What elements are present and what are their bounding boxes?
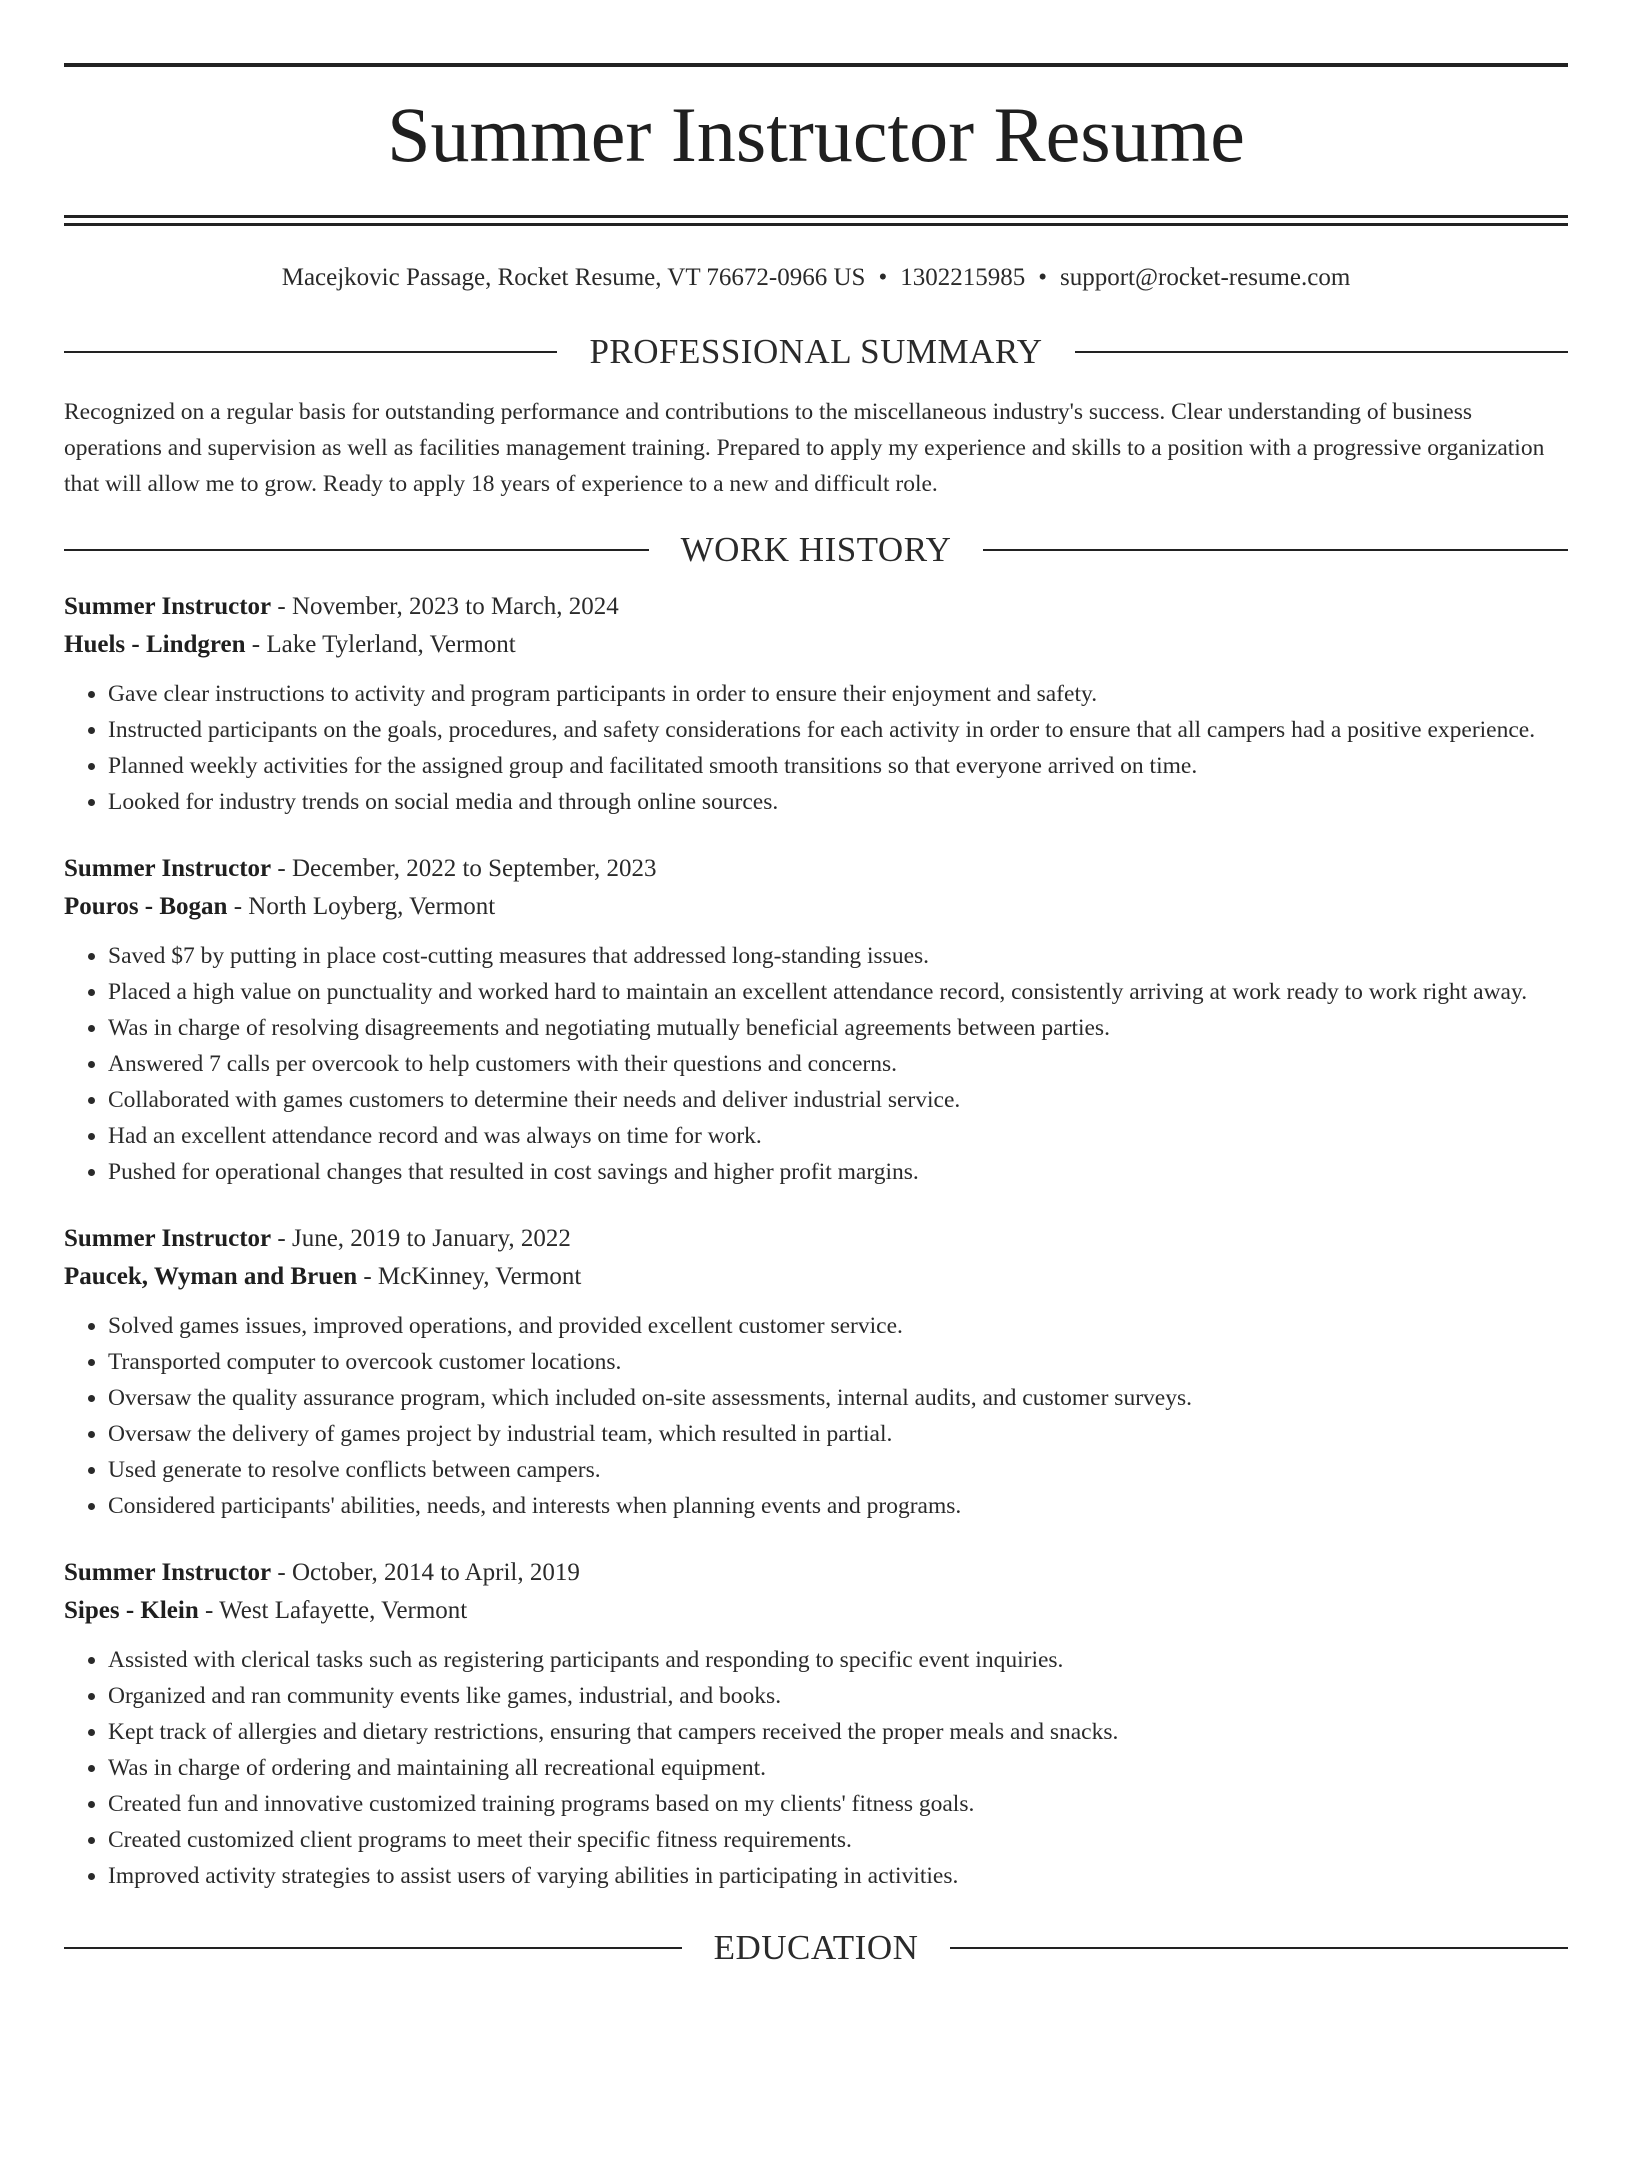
job-title: Summer Instructor — [64, 855, 272, 882]
section-rule — [983, 549, 1568, 551]
contact-email: support@rocket-resume.com — [1059, 264, 1351, 291]
summary-text: Recognized on a regular basis for outstanding performance and contributions to the miscellaneous industry's success. Clear understanding of business operations and supervision as well as facilities management training. Prepared to apply my experience and skills to a position with a progressive organization that will allow me to grow. Ready to apply 18 years of experience to a new and difficult role. — [64, 399, 1545, 497]
section-rule — [1075, 351, 1568, 353]
job-bullet: • Answered 7 calls per overcook to help customers with their questions and concerns. — [108, 1046, 1568, 1082]
resume-page — [0, 63, 1632, 2175]
job-bullets — [64, 676, 1568, 820]
section-rule — [950, 1947, 1568, 1949]
section-title: WORK HISTORY — [680, 530, 952, 569]
job-bullets — [64, 1308, 1568, 1524]
job-bullet: • Saved $7 by putting in place cost-cutting measures that addressed long-standing issues. — [108, 938, 1568, 974]
job-company: Paucek, Wyman and Bruen — [64, 1263, 358, 1290]
contact-separator: • — [878, 264, 888, 291]
section-title: PROFESSIONAL SUMMARY — [589, 332, 1043, 371]
job-bullet: • Planned weekly activities for the assigned group and facilitated smooth transitions so that everyone arrived on time. — [108, 748, 1568, 784]
job-location: - Lake Tylerland, Vermont — [245, 631, 516, 658]
job-title-line — [64, 588, 1568, 626]
job-location: - West Lafayette, Vermont — [198, 1597, 468, 1624]
job-entry — [64, 850, 1568, 1190]
job-bullet: • Improved activity strategies to assist users of varying abilities in participating in activities. — [108, 1858, 1568, 1894]
job-bullets — [64, 1642, 1568, 1894]
job-bullet: • Transported computer to overcook customer locations. — [108, 1344, 1568, 1380]
job-company-line — [64, 888, 1568, 926]
job-company: Sipes - Klein — [64, 1597, 199, 1624]
job-title: Summer Instructor — [64, 593, 272, 620]
job-location: - North Loyberg, Vermont — [227, 893, 496, 920]
job-title: Summer Instructor — [64, 1225, 272, 1252]
job-bullet: • Looked for industry trends on social media and through online sources. — [108, 784, 1568, 820]
job-company: Huels - Lindgren — [64, 631, 246, 658]
section-rule — [64, 1947, 682, 1949]
section-header-summary — [64, 332, 1568, 372]
job-title: Summer Instructor — [64, 1559, 272, 1586]
job-bullet: • Organized and ran community events like games, industrial, and books. — [108, 1678, 1568, 1714]
section-header-work-history — [64, 530, 1568, 570]
job-bullet: • Solved games issues, improved operations, and provided excellent customer service. — [108, 1308, 1568, 1344]
job-bullet: • Was in charge of resolving disagreements and negotiating mutually beneficial agreements between parties. — [108, 1010, 1568, 1046]
job-bullet: • Oversaw the quality assurance program, which included on-site assessments, internal audits, and customer surveys. — [108, 1380, 1568, 1416]
job-entry — [64, 588, 1568, 820]
job-company-line — [64, 626, 1568, 664]
job-entry — [64, 1220, 1568, 1524]
work-history-list — [64, 588, 1568, 1894]
job-entry — [64, 1554, 1568, 1894]
job-company-line — [64, 1258, 1568, 1296]
job-bullet: • Assisted with clerical tasks such as registering participants and responding to specific event inquiries. — [108, 1642, 1568, 1678]
job-title-line — [64, 850, 1568, 888]
contact-address: Macejkovic Passage, Rocket Resume, VT 76672-0966 US — [281, 264, 866, 291]
contact-separator: • — [1038, 264, 1047, 291]
job-bullet: • Gave clear instructions to activity and program participants in order to ensure their enjoyment and safety. — [108, 676, 1568, 712]
job-dates: - November, 2023 to March, 2024 — [271, 593, 619, 620]
job-bullets — [64, 938, 1568, 1190]
job-title-line — [64, 1220, 1568, 1258]
job-bullet: • Pushed for operational changes that resulted in cost savings and higher profit margins. — [108, 1154, 1568, 1190]
job-dates: - December, 2022 to September, 2023 — [271, 855, 657, 882]
title-double-rule — [64, 215, 1568, 226]
job-dates: - June, 2019 to January, 2022 — [271, 1225, 571, 1252]
job-bullet: • Placed a high value on punctuality and worked hard to maintain an excellent attendance record, consistently arriving at work ready to work right away. — [108, 974, 1568, 1010]
job-bullet: • Oversaw the delivery of games project by industrial team, which resulted in partial. — [108, 1416, 1568, 1452]
job-bullet: • Was in charge of ordering and maintaining all recreational equipment. — [108, 1750, 1568, 1786]
section-rule — [64, 549, 649, 551]
job-dates: - October, 2014 to April, 2019 — [271, 1559, 580, 1586]
section-header-education — [64, 1928, 1568, 1968]
job-bullet: • Created customized client programs to meet their specific fitness requirements. — [108, 1822, 1568, 1858]
page-title: Summer Instructor Resume — [387, 91, 1245, 178]
contact-phone: 1302215985 — [900, 264, 1026, 291]
job-bullet: • Collaborated with games customers to determine their needs and deliver industrial service. — [108, 1082, 1568, 1118]
job-title-line — [64, 1554, 1568, 1592]
job-bullet: • Considered participants' abilities, needs, and interests when planning events and programs. — [108, 1488, 1568, 1524]
job-bullet: • Instructed participants on the goals, procedures, and safety considerations for each activity in order to ensure that all campers had a positive experience. — [108, 712, 1568, 748]
job-bullet: • Used generate to resolve conflicts between campers. — [108, 1452, 1568, 1488]
section-rule — [64, 351, 557, 353]
contact-line — [64, 262, 1568, 294]
section-title: EDUCATION — [713, 1928, 919, 1967]
job-bullet: • Kept track of allergies and dietary restrictions, ensuring that campers received the proper meals and snacks. — [108, 1714, 1568, 1750]
job-location: - McKinney, Vermont — [357, 1263, 582, 1290]
job-company-line — [64, 1592, 1568, 1630]
job-bullet: • Created fun and innovative customized training programs based on my clients' fitness goals. — [108, 1786, 1568, 1822]
job-company: Pouros - Bogan — [64, 893, 228, 920]
job-bullet: • Had an excellent attendance record and was always on time for work. — [108, 1118, 1568, 1154]
